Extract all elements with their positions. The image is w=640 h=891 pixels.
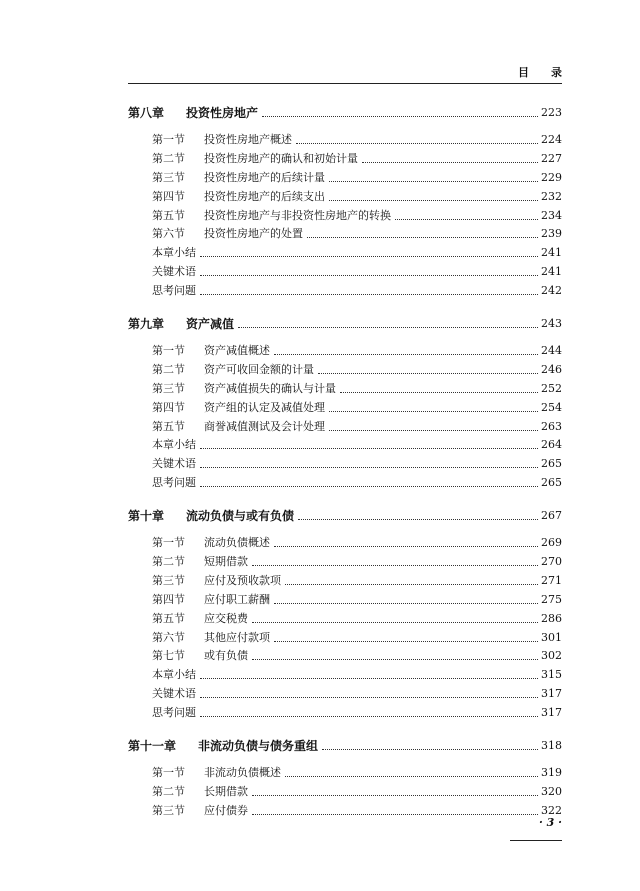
dot-leader bbox=[340, 392, 538, 393]
toc-section-row[interactable] bbox=[128, 664, 562, 682]
toc-entry-page: 301 bbox=[541, 630, 562, 644]
page-number: · 3 · bbox=[539, 816, 562, 829]
dot-leader bbox=[200, 678, 538, 679]
toc-entry-number: 第二节 bbox=[152, 151, 185, 165]
toc-entry-page: 322 bbox=[541, 803, 562, 817]
toc-entry-page: 246 bbox=[541, 362, 562, 376]
dot-leader bbox=[252, 659, 538, 660]
toc-entry-page: 315 bbox=[541, 668, 562, 682]
toc-entry-title: 资产组的认定及减值处理 bbox=[204, 400, 325, 414]
dot-leader bbox=[322, 749, 538, 750]
toc-entry-title: 或有负债 bbox=[204, 649, 248, 663]
toc-entry-number: 第九章 bbox=[128, 317, 165, 331]
toc-entry-number: 第一节 bbox=[152, 536, 185, 549]
toc-entry-page: 252 bbox=[541, 381, 562, 395]
toc-entry-page: 224 bbox=[541, 132, 562, 146]
toc-entry-title: 应交税费 bbox=[204, 611, 248, 625]
toc-entry-number: 第三节 bbox=[152, 573, 185, 587]
toc-entry-page: 227 bbox=[541, 151, 562, 165]
toc-section-row[interactable] bbox=[128, 186, 562, 204]
toc-entry-title: 非流动负债与债务重组 bbox=[198, 739, 319, 753]
toc-entry-title: 短期借款 bbox=[204, 554, 248, 568]
dot-leader bbox=[200, 294, 538, 295]
toc-entry-number: 第四节 bbox=[152, 592, 185, 606]
toc-entry-page: 269 bbox=[541, 536, 562, 549]
toc-entry-title: 思考问题 bbox=[152, 284, 196, 298]
toc-entry-title: 资产减值 bbox=[186, 317, 235, 331]
toc-entry-title: 长期借款 bbox=[204, 784, 248, 798]
toc-section-row[interactable] bbox=[128, 167, 562, 185]
toc-section-row[interactable] bbox=[128, 280, 562, 298]
dot-leader bbox=[395, 219, 538, 220]
toc-entry-page: 264 bbox=[541, 438, 562, 452]
toc-entry-page: 320 bbox=[541, 784, 562, 798]
toc-entry-number: 第二节 bbox=[152, 554, 185, 568]
dot-leader bbox=[200, 697, 538, 698]
toc-entry-title: 本章小结 bbox=[152, 668, 196, 682]
dot-leader bbox=[307, 237, 538, 238]
dot-leader bbox=[329, 430, 538, 431]
toc-entry-number: 第八章 bbox=[128, 106, 165, 120]
toc-entry-title: 关键术语 bbox=[152, 457, 196, 471]
toc-entry-title: 资产可收回金额的计量 bbox=[204, 362, 314, 376]
dot-leader bbox=[298, 519, 538, 520]
toc-entry-number: 第一节 bbox=[152, 132, 185, 146]
toc-section-row[interactable] bbox=[128, 359, 562, 377]
toc-entry-title: 非流动负债概述 bbox=[204, 765, 281, 779]
dot-leader bbox=[274, 641, 538, 642]
toc-entry-title: 思考问题 bbox=[152, 706, 196, 720]
toc-section-row[interactable] bbox=[128, 683, 562, 701]
toc-entry-page: 317 bbox=[541, 706, 562, 720]
toc-entry-number: 第四节 bbox=[152, 400, 185, 414]
toc-section-row[interactable] bbox=[128, 627, 562, 645]
toc-entry-page: 302 bbox=[541, 649, 562, 663]
toc-section-row[interactable] bbox=[128, 205, 562, 223]
toc-section-row[interactable] bbox=[128, 551, 562, 569]
dot-leader bbox=[200, 716, 538, 717]
toc-entry-page: 242 bbox=[541, 284, 562, 298]
toc-section-row[interactable] bbox=[128, 781, 562, 799]
dot-leader bbox=[329, 181, 538, 182]
toc-entry-page: 263 bbox=[541, 419, 562, 433]
dot-leader bbox=[274, 354, 538, 355]
toc-entry-page: 317 bbox=[541, 687, 562, 701]
dot-leader bbox=[252, 814, 538, 815]
toc-entry-number: 第七节 bbox=[152, 649, 185, 663]
dot-leader bbox=[274, 546, 538, 547]
dot-leader bbox=[262, 116, 538, 117]
header-rule bbox=[128, 83, 562, 84]
toc-entry-page: 239 bbox=[541, 227, 562, 241]
dot-leader bbox=[238, 327, 538, 328]
toc-entry-number: 第二节 bbox=[152, 362, 185, 376]
toc-section-row[interactable] bbox=[128, 453, 562, 471]
toc-entry-title: 思考问题 bbox=[152, 476, 196, 490]
toc-entry-page: 234 bbox=[541, 208, 562, 222]
toc-section-row[interactable] bbox=[128, 261, 562, 279]
toc-entry-title: 投资性房地产的后续计量 bbox=[204, 170, 325, 184]
toc-entry-number: 第六节 bbox=[152, 630, 185, 644]
toc-entry-title: 本章小结 bbox=[152, 246, 196, 260]
toc-entry-page: 243 bbox=[541, 317, 562, 330]
toc-section-row[interactable] bbox=[128, 416, 562, 434]
toc-section-row[interactable] bbox=[128, 532, 562, 550]
toc-entry-title: 投资性房地产概述 bbox=[204, 132, 292, 146]
toc-section-row[interactable] bbox=[128, 800, 562, 818]
toc-entry-page: 265 bbox=[541, 476, 562, 490]
toc-entry-page: 223 bbox=[541, 106, 562, 119]
toc-section-row[interactable] bbox=[128, 570, 562, 588]
toc-entry-page: 318 bbox=[541, 739, 562, 752]
toc-entry-title: 资产减值损失的确认与计量 bbox=[204, 381, 336, 395]
toc-entry-title: 流动负债与或有负债 bbox=[186, 509, 295, 524]
toc-section-row[interactable] bbox=[128, 242, 562, 260]
dot-leader bbox=[200, 486, 538, 487]
toc-entry-number: 第五节 bbox=[152, 419, 185, 433]
dot-leader bbox=[285, 584, 538, 585]
toc-entry-page: 270 bbox=[541, 554, 562, 568]
toc-entry-page: 265 bbox=[541, 457, 562, 471]
dot-leader bbox=[285, 776, 538, 777]
toc-section-row[interactable] bbox=[128, 397, 562, 415]
toc-entry-number: 第五节 bbox=[152, 611, 185, 625]
toc-entry-title: 资产减值概述 bbox=[204, 343, 270, 357]
dot-leader bbox=[296, 143, 538, 144]
toc-entry-page: 241 bbox=[541, 246, 562, 260]
dot-leader bbox=[252, 622, 538, 623]
toc-entry-page: 232 bbox=[541, 189, 562, 203]
dot-leader bbox=[362, 162, 538, 163]
toc-entry-number: 第五节 bbox=[152, 208, 185, 222]
toc-entry-number: 第一节 bbox=[152, 343, 185, 357]
dot-leader bbox=[200, 256, 538, 257]
toc-entry-page: 229 bbox=[541, 170, 562, 184]
dot-leader bbox=[200, 275, 538, 276]
toc-section-row[interactable] bbox=[128, 645, 562, 663]
dot-leader bbox=[329, 411, 538, 412]
toc-entry-number: 第二节 bbox=[152, 784, 185, 798]
toc-entry-number: 第一节 bbox=[152, 765, 185, 779]
toc-entry-title: 关键术语 bbox=[152, 687, 196, 701]
toc-section-row[interactable] bbox=[128, 223, 562, 241]
toc-entry-title: 应付及预收款项 bbox=[204, 573, 281, 587]
toc-entry-title: 投资性房地产的处置 bbox=[204, 227, 303, 241]
toc-entry-number: 第六节 bbox=[152, 227, 185, 241]
toc-entry-title: 应付职工薪酬 bbox=[204, 592, 270, 606]
toc-section-row[interactable] bbox=[128, 608, 562, 626]
toc-entry-number: 第十章 bbox=[128, 509, 165, 524]
footer-rule bbox=[510, 840, 562, 841]
toc-section-row[interactable] bbox=[128, 702, 562, 720]
toc-section-row[interactable] bbox=[128, 434, 562, 452]
toc-entry-title: 商誉减值测试及会计处理 bbox=[204, 419, 325, 433]
toc-entry-title: 关键术语 bbox=[152, 265, 196, 279]
dot-leader bbox=[200, 467, 538, 468]
dot-leader bbox=[252, 565, 538, 566]
toc-entry-number: 第四节 bbox=[152, 189, 185, 203]
toc-entry-number: 第三节 bbox=[152, 170, 185, 184]
toc-entry-title: 流动负债概述 bbox=[204, 536, 270, 549]
dot-leader bbox=[200, 448, 538, 449]
header-title: 目录 bbox=[518, 66, 584, 79]
toc-chapter-row[interactable] bbox=[128, 735, 562, 753]
toc-section-row[interactable] bbox=[128, 762, 562, 780]
dot-leader bbox=[329, 200, 538, 201]
toc-entry-title: 本章小结 bbox=[152, 438, 196, 452]
running-header bbox=[128, 64, 584, 84]
toc-entry-number: 第三节 bbox=[152, 381, 185, 395]
toc-section-row[interactable] bbox=[128, 148, 562, 166]
toc-entry-title: 其他应付款项 bbox=[204, 630, 270, 644]
toc-entry-number: 第三节 bbox=[152, 803, 185, 817]
toc-entry-page: 241 bbox=[541, 265, 562, 279]
toc-entry-page: 244 bbox=[541, 343, 562, 357]
toc-chapter-row[interactable] bbox=[128, 505, 562, 523]
toc-entry-page: 275 bbox=[541, 592, 562, 606]
toc-entry-page: 286 bbox=[541, 611, 562, 625]
toc-section-row[interactable] bbox=[128, 472, 562, 490]
toc-section-row[interactable] bbox=[128, 340, 562, 358]
toc-entry-page: 319 bbox=[541, 765, 562, 779]
toc-section-row[interactable] bbox=[128, 129, 562, 147]
toc-entry-title: 投资性房地产与非投资性房地产的转换 bbox=[204, 208, 391, 222]
toc-entry-page: 271 bbox=[541, 573, 562, 587]
dot-leader bbox=[318, 373, 538, 374]
toc-entry-title: 应付债券 bbox=[204, 803, 248, 817]
toc-entry-page: 267 bbox=[541, 509, 562, 523]
toc-chapter-row[interactable] bbox=[128, 313, 562, 331]
dot-leader bbox=[274, 603, 538, 604]
toc-chapter-row[interactable] bbox=[128, 102, 562, 120]
toc-entry-page: 254 bbox=[541, 400, 562, 414]
dot-leader bbox=[252, 795, 538, 796]
toc-section-row[interactable] bbox=[128, 589, 562, 607]
toc-entry-title: 投资性房地产 bbox=[186, 106, 259, 120]
toc-entry-title: 投资性房地产的后续支出 bbox=[204, 189, 325, 203]
toc-entry-title: 投资性房地产的确认和初始计量 bbox=[204, 151, 358, 165]
toc-entry-number: 第十一章 bbox=[128, 739, 177, 753]
toc-section-row[interactable] bbox=[128, 378, 562, 396]
